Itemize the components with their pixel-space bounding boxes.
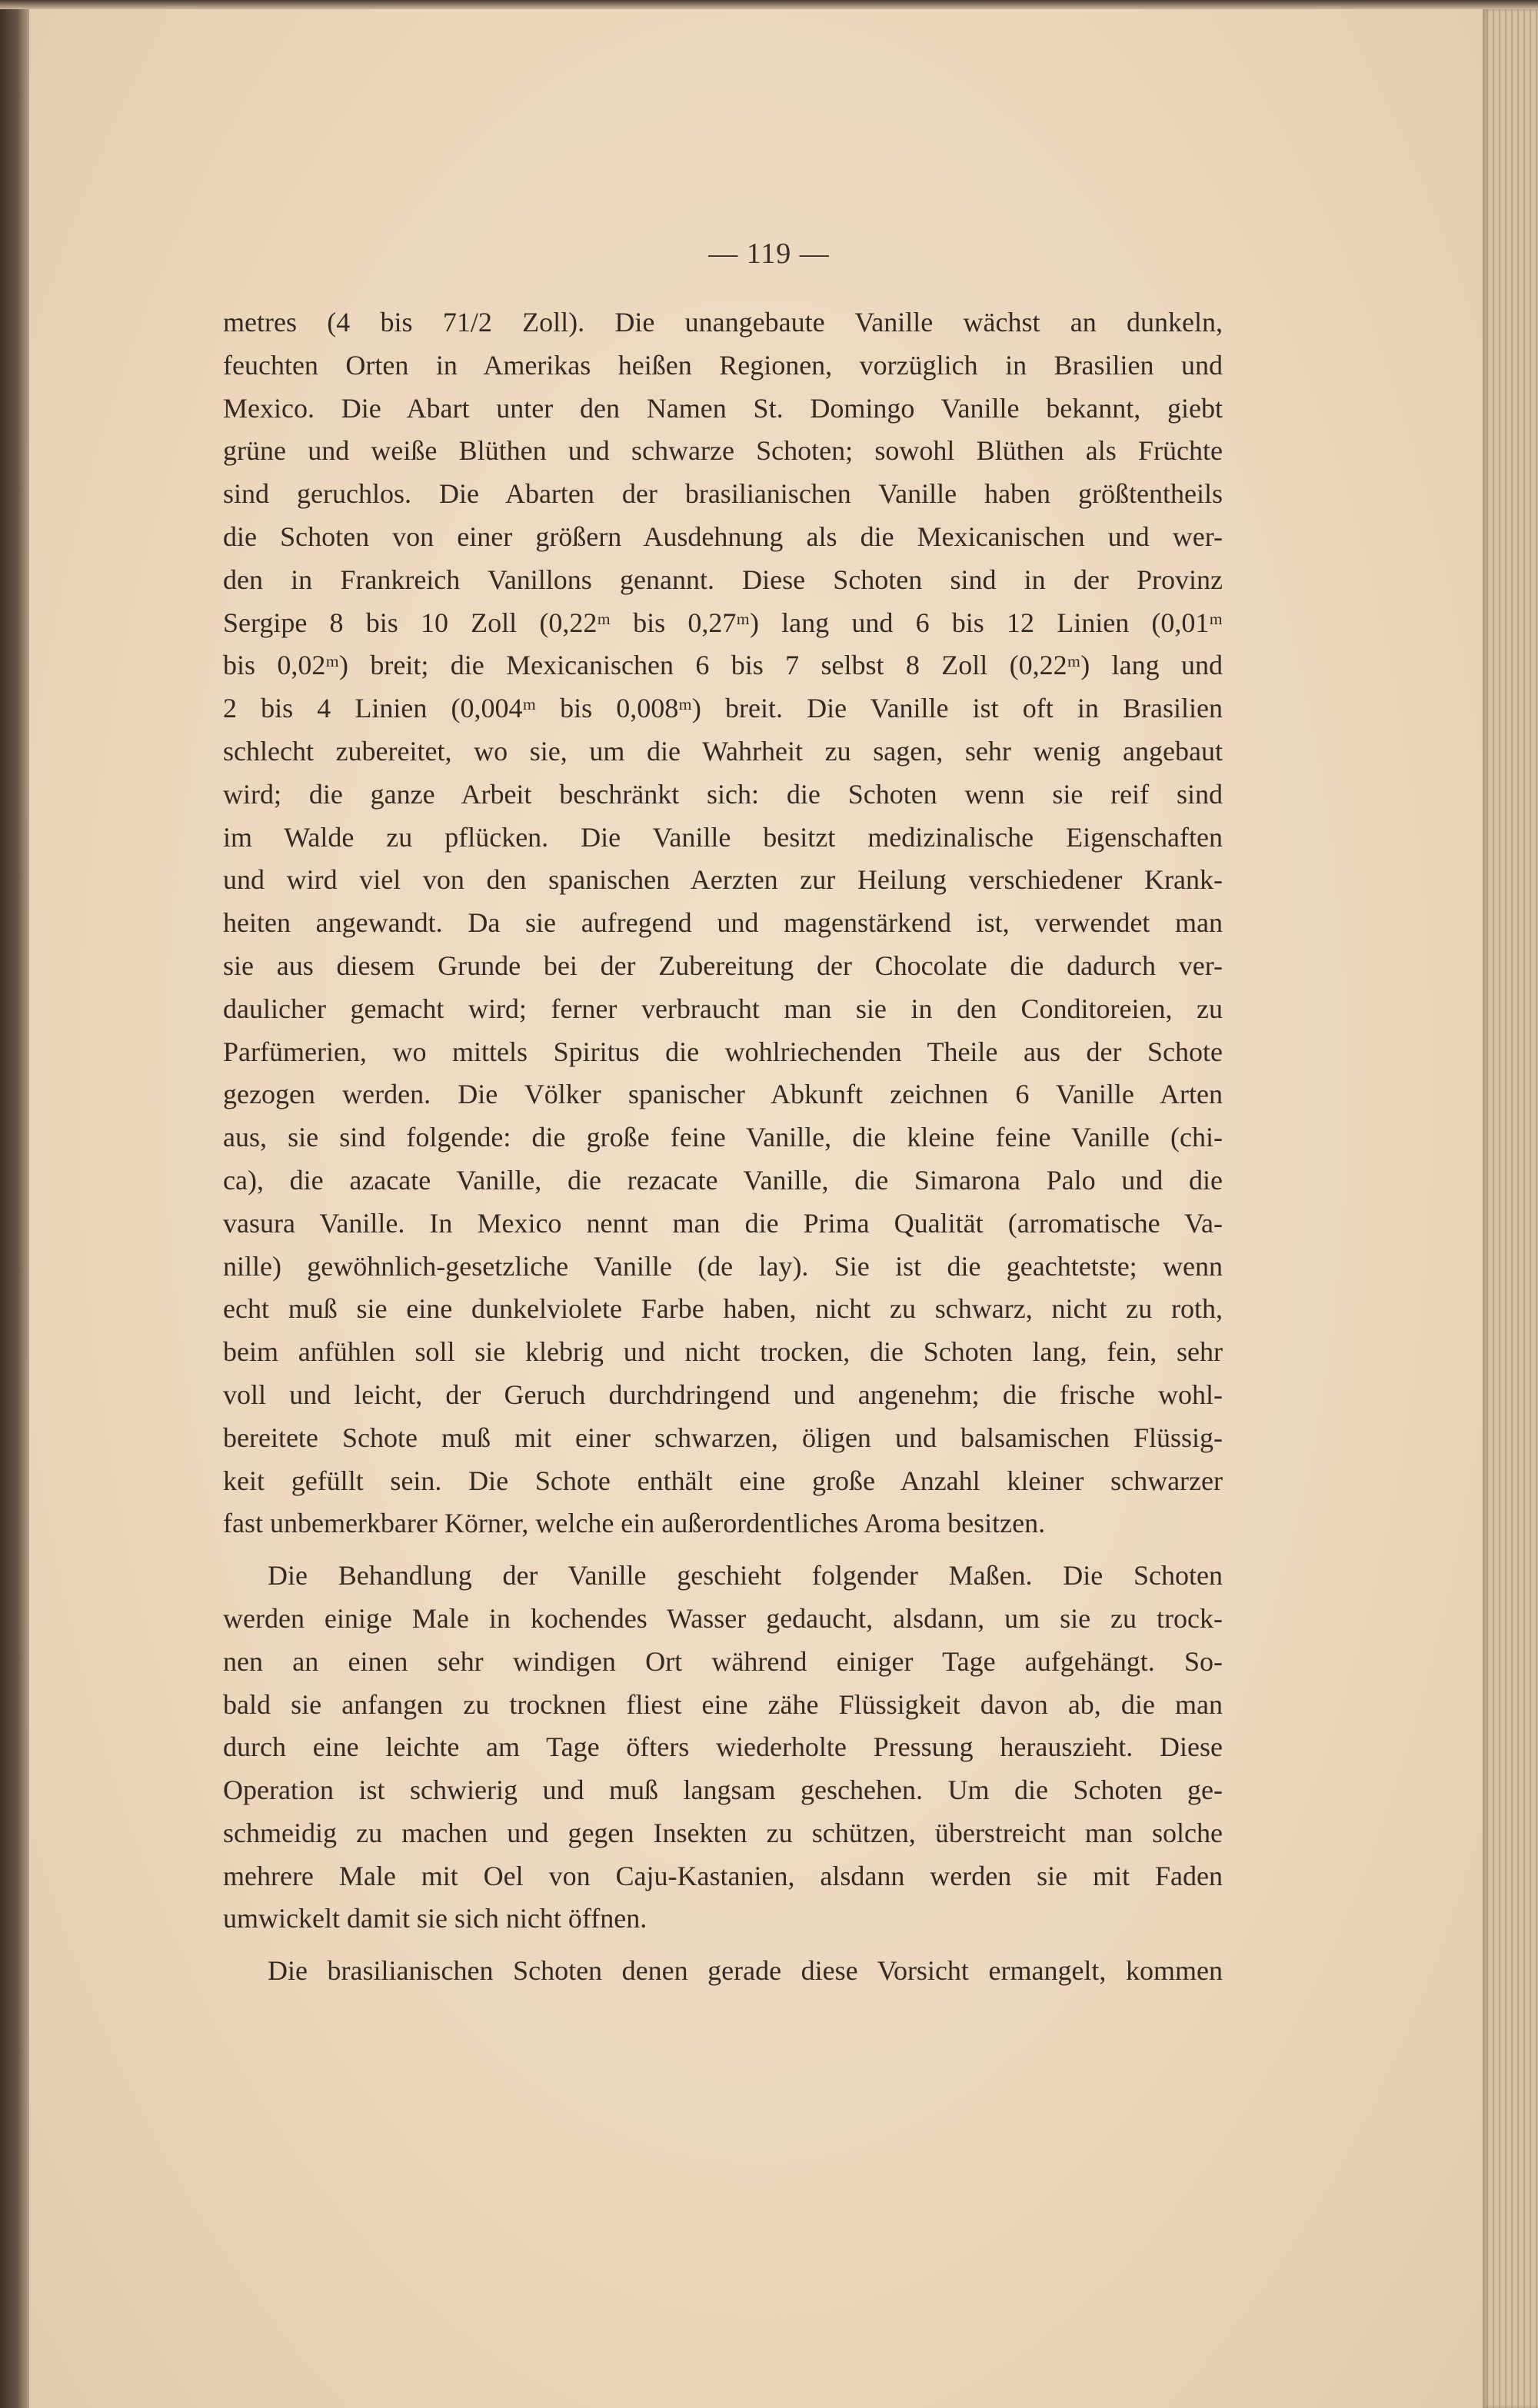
text-line: ca), die azacate Vanille, die rezacate Vanille, die Simarona Palo und die (223, 1164, 1223, 1196)
text-line: metres (4 bis 71/2 Zoll). Die unangebaute Vanille wächst an dunkeln, (223, 307, 1223, 338)
page-number: — 119 — (708, 238, 830, 270)
text-line: schmeidig zu machen und gegen Insekten zu schützen, überstreicht man solche (223, 1817, 1223, 1848)
paragraph (223, 1555, 1223, 1941)
text-line: echt muß sie eine dunkelviolete Farbe haben, nicht zu schwarz, nicht zu roth, (223, 1293, 1223, 1325)
text-line: werden einige Male in kochendes Wasser gedaucht, alsdann, um sie zu trock- (223, 1602, 1223, 1634)
text-line: Die Behandlung der Vanille geschieht folgender Maßen. Die Schoten (268, 1560, 1223, 1591)
paragraph (223, 301, 1223, 1545)
text-line: und wird viel von den spanischen Aerzten zur Heilung verschiedener Krank- (223, 864, 1223, 896)
text-line: heiten angewandt. Da sie aufregend und magenstärkend ist, verwendet man (223, 907, 1223, 939)
text-line: Die brasilianischen Schoten denen gerade diese Vorsicht ermangelt, kommen (268, 1955, 1223, 1987)
text-line: aus, sie sind folgende: die große feine Vanille, die kleine feine Vanille (chi- (223, 1122, 1223, 1153)
text-line: den in Frankreich Vanillons genannt. Diese Schoten sind in der Provinz (223, 564, 1223, 595)
scanner-edge-left (0, 0, 29, 2408)
text-line: Operation ist schwierig und muß langsam geschehen. Um die Schoten ge- (223, 1774, 1223, 1806)
text-line: 2 bis 4 Linien (0,004ᵐ bis 0,008ᵐ) breit. Die Vanille ist oft in Brasilien (223, 693, 1223, 724)
text-line: bald sie anfangen zu trocknen fliest eine zähe Flüssigkeit davon ab, die man (223, 1688, 1223, 1720)
text-line: voll und leicht, der Geruch durchdringend und angenehm; die frische wohl- (223, 1379, 1223, 1410)
text-line: nille) gewöhnlich-gesetzliche Vanille (de lay). Sie ist die geachtetste; wenn (223, 1250, 1223, 1282)
page-stack-edge (1483, 9, 1538, 2408)
text-line: gezogen werden. Die Völker spanischer Abkunft zeichnen 6 Vanille Arten (223, 1079, 1223, 1110)
text-line: Sergipe 8 bis 10 Zoll (0,22ᵐ bis 0,27ᵐ) lang und 6 bis 12 Linien (0,01ᵐ (223, 607, 1223, 638)
text-line: daulicher gemacht wird; ferner verbraucht man sie in den Conditoreien, zu (223, 993, 1223, 1024)
text-line: wird; die ganze Arbeit beschränkt sich: die Schoten wenn sie reif sind (223, 778, 1223, 810)
text-line: keit gefüllt sein. Die Schote enthält eine große Anzahl kleiner schwarzer (223, 1465, 1223, 1496)
text-line: nen an einen sehr windigen Ort während einiger Tage aufgehängt. So- (223, 1645, 1223, 1677)
body-text (223, 301, 1223, 2002)
text-line: schlecht zubereitet, wo sie, um die Wahrheit zu sagen, sehr wenig angebaut (223, 735, 1223, 767)
text-line: fast unbemerkbarer Körner, welche ein außerordentliches Aroma besitzen. (223, 1508, 1046, 1539)
text-line: beim anfühlen soll sie klebrig und nicht trocken, die Schoten lang, fein, sehr (223, 1336, 1223, 1368)
text-line: grüne und weiße Blüthen und schwarze Schoten; sowohl Blüthen als Früchte (223, 435, 1223, 467)
text-line: sind geruchlos. Die Abarten der brasilianischen Vanille haben größtentheils (223, 478, 1223, 510)
text-line: bis 0,02ᵐ) breit; die Mexicanischen 6 bis 7 selbst 8 Zoll (0,22ᵐ) lang und (223, 650, 1223, 681)
scanner-edge-top (0, 0, 1538, 9)
text-line: vasura Vanille. In Mexico nennt man die Prima Qualität (arromatische Va- (223, 1207, 1223, 1239)
text-line: Parfümerien, wo mittels Spiritus die wohlriechenden Theile aus der Schote (223, 1036, 1223, 1067)
text-line: im Walde zu pflücken. Die Vanille besitzt medizinalische Eigenschaften (223, 821, 1223, 853)
text-line: die Schoten von einer größern Ausdehnung als die Mexicanischen und wer- (223, 521, 1223, 552)
text-line: bereitete Schote muß mit einer schwarzen, öligen und balsamischen Flüssig- (223, 1422, 1223, 1453)
text-line: feuchten Orten in Amerikas heißen Regionen, vorzüglich in Brasilien und (223, 349, 1223, 381)
text-line: sie aus diesem Grunde bei der Zubereitung der Chocolate die dadurch ver- (223, 950, 1223, 981)
text-line: mehrere Male mit Oel von Caju-Kastanien, alsdann werden sie mit Faden (223, 1860, 1223, 1891)
text-line: Mexico. Die Abart unter den Namen St. Domingo Vanille bekannt, giebt (223, 392, 1223, 424)
text-line: durch eine leichte am Tage öfters wiederholte Pressung herauszieht. Diese (223, 1731, 1223, 1763)
text-line: umwickelt damit sie sich nicht öffnen. (223, 1903, 647, 1934)
paragraph (223, 1950, 1223, 1993)
